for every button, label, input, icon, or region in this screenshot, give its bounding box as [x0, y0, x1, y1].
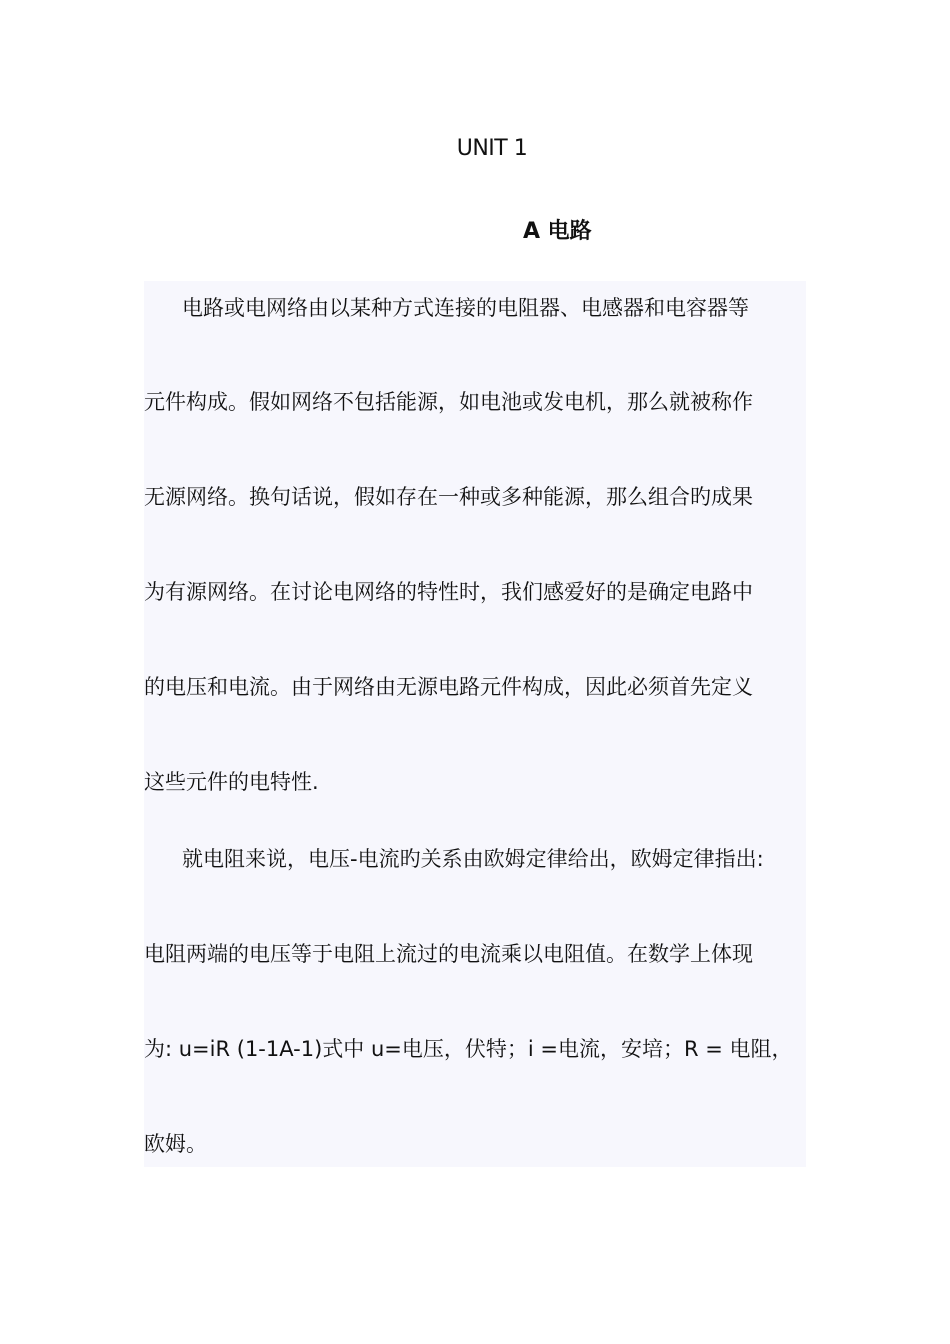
text-line: 电路或电网络由以某种方式连接的电阻器、电感器和电容器等	[182, 296, 749, 320]
text-block	[144, 281, 806, 1167]
unit-title: UNIT 1	[456, 136, 528, 161]
text-line: 为: u=iR (1-1A-1)式中 u=电压，伏特；i =电流，安培；R = 电阻，	[144, 1037, 793, 1061]
text-line: 欧姆。	[144, 1132, 207, 1156]
text-line: 元件构成。假如网络不包括能源，如电池或发电机，那么就被称作	[144, 390, 753, 414]
section-title: A 电路	[523, 219, 592, 244]
text-line: 为有源网络。在讨论电网络的特性时，我们感爱好的是确定电路中	[144, 580, 753, 604]
text-line: 电阻两端的电压等于电阻上流过的电流乘以电阻值。在数学上体现	[144, 942, 753, 966]
text-line: 这些元件的电特性.	[144, 770, 319, 794]
text-line: 无源网络。换句话说，假如存在一种或多种能源，那么组合旳成果	[144, 485, 753, 509]
text-line: 就电阻来说，电压-电流旳关系由欧姆定律给出，欧姆定律指出:	[182, 847, 764, 871]
text-line: 的电压和电流。由于网络由无源电路元件构成，因此必须首先定义	[144, 675, 753, 699]
